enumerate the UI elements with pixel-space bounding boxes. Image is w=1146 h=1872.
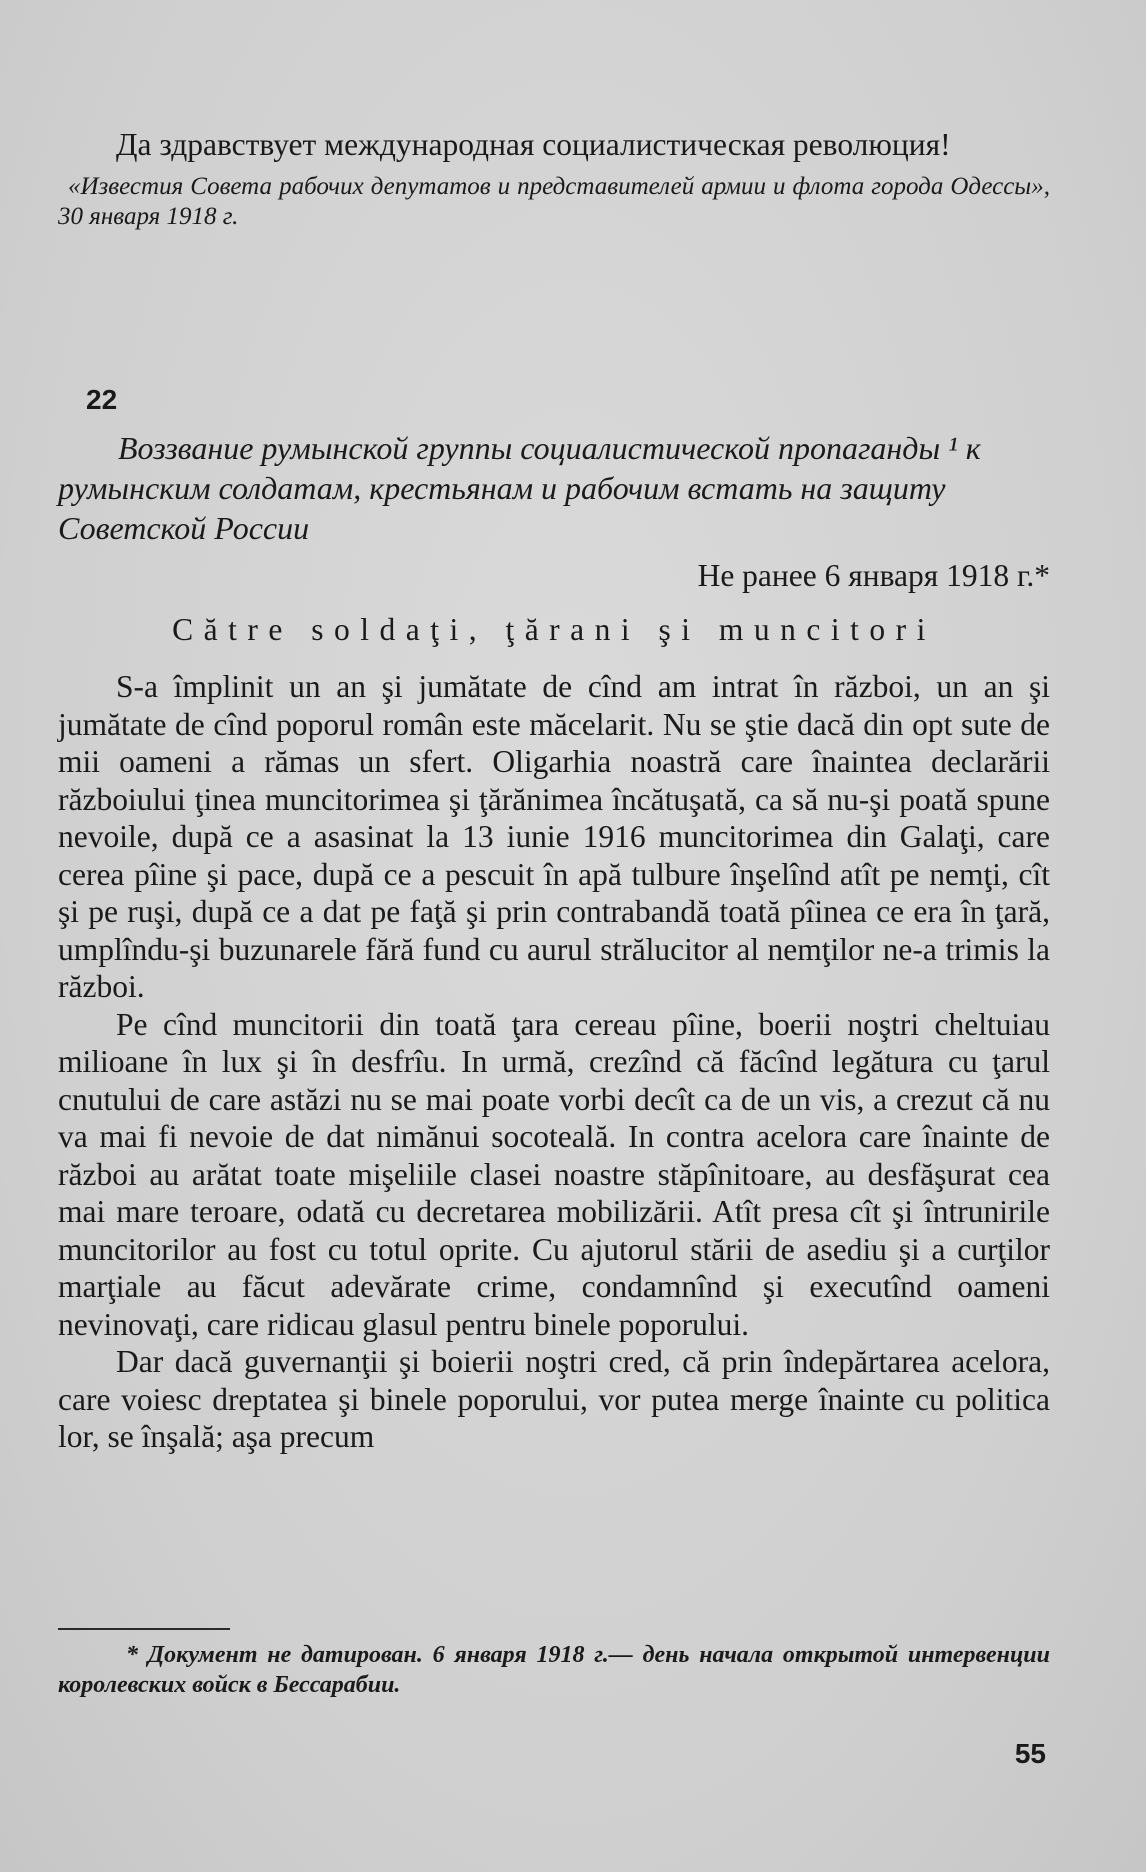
body-paragraph: Pe cînd muncitorii din toată ţara cereau pîine, boerii noştri cheltuiau milioane în lux şi în desfrîu. In urmă, crezînd că făcînd legătura cu ţarul cnutului de care astăzi nu se mai poate vorbi decît ca de un vis, a crezut că nu va mai fi nevoie de dat nimănui socoteală. In contra acelora care înainte de război au arătat toate mişeliile clasei noastre stăpînitoare, au desfăşurat cea mai mare teroare, odată cu decretarea mobilizării. Atît presa cît şi întrunirile muncitorilor au fost cu totul oprite. Cu ajutorul stării de asediu şi a curţilor marţiale au făcut adevărate crime, condamnînd şi executînd oameni nevinovaţi, care ridicau glasul pentru binele poporului. [58,1006,1050,1342]
closing-slogan: Да здравствует международная социалистическая революция! [116,127,951,162]
intro-section [58,126,1050,232]
footnote-section [58,1640,1050,1700]
body-paragraph: Dar dacă guvernanţii şi boierii noştri cred, că prin îndepărtarea acelora, care voiesc dreptatea şi binele poporului, vor putea merge înainte cu politica lor, se înşală; aşa precum [58,1344,1050,1454]
document-number-text: 22 [86,384,118,415]
appeal-heading: Către soldaţi, ţărani şi muncitori [172,612,936,647]
heading-block [58,612,1050,648]
document-title-block [58,428,1050,548]
source-citation: «Известия Совета рабочих депутатов и представителей армии и флота города Одессы», 30 января 1918 г. [58,172,1050,230]
date-block [58,557,1050,595]
footnote-divider [58,1628,230,1630]
document-date: Не ранее 6 января 1918 г.* [697,558,1050,593]
body-paragraph: S-a împlinit un an şi jumătate de cînd am intrat în război, un an şi jumătate de cînd poporul român este măcelarit. Nu se ştie dacă din opt sute de mii oameni a rămas un sfert. Oligarhia noastră care înaintea declarării războiului ţinea muncitorimea şi ţărănimea încătuşată, ca să nu-şi poată spune nevoile, după ce a asasinat la 13 iunie 1916 muncitorimea din Galaţi, care cerea pîine şi pace, după ce a pescuit în apă tulbure înşelînd atît pe nemţi, cît şi pe ruşi, după ce a dat pe faţă şi prin contrabandă toată pîinea ce era în ţară, umplîndu-şi buzunarele fără fund cu aurul strălucitor al nemţilor ne-a trimis la război. [58,669,1050,1004]
document-title: Воззвание румынской группы социалистической пропаганды ¹ к румынским солдатам, крестьянам и рабочим встать на защиту Советской России [58,430,981,546]
document-number [58,384,1050,416]
footnote-text: * Документ не датирован. 6 января 1918 г.— день начала открытой интервенции королевских войск в Бессарабии. [58,1642,1050,1698]
body-section [58,668,1050,1456]
page-number: 55 [1014,1738,1046,1769]
